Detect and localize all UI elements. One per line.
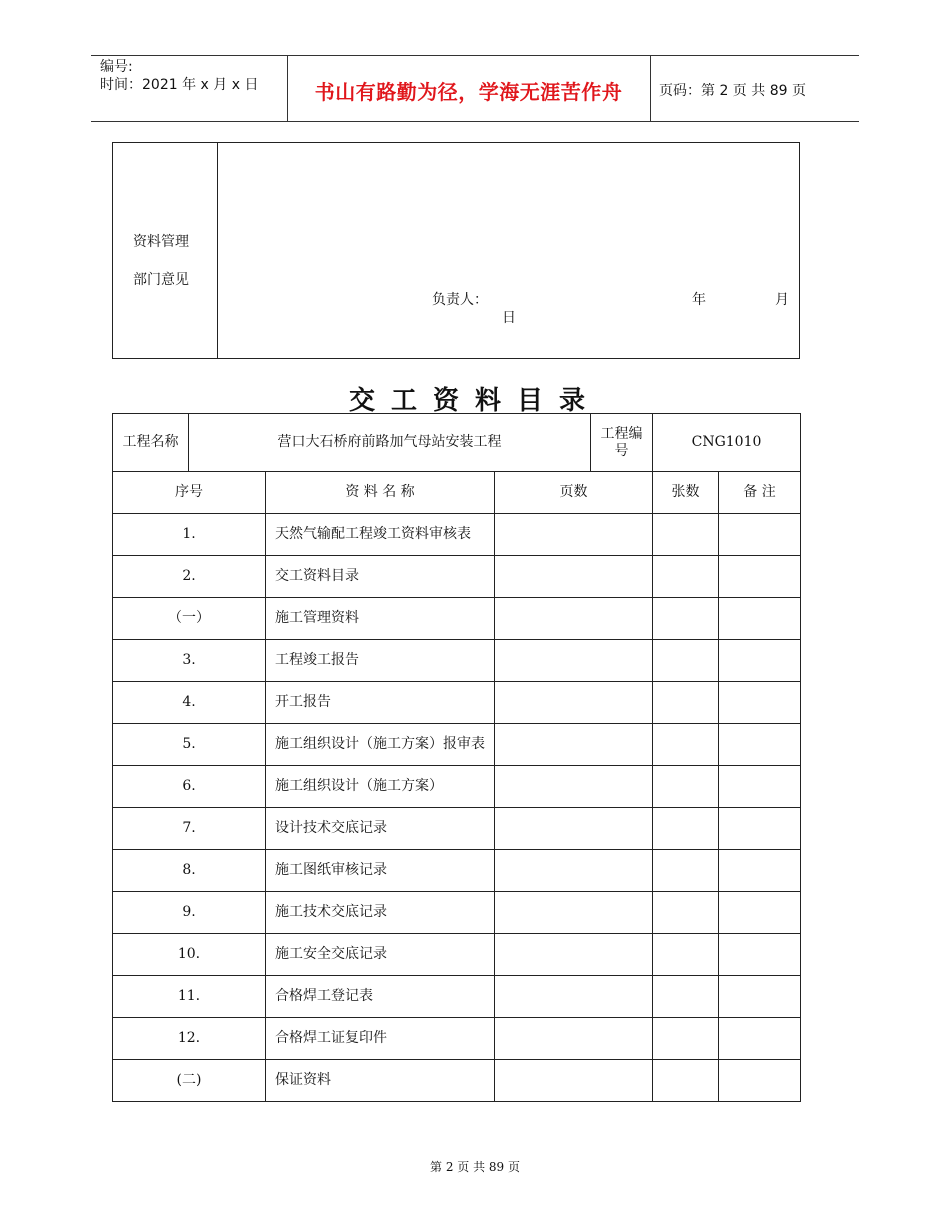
opinion-label-line1: 资料管理	[133, 234, 189, 250]
row-sheets-cell	[653, 682, 719, 724]
table-row	[113, 682, 801, 724]
row-pages-cell	[495, 682, 653, 724]
table-row	[113, 850, 801, 892]
row-pages-cell	[495, 892, 653, 934]
table-row	[113, 598, 801, 640]
row-doc-name: 工程竣工报告	[266, 640, 495, 682]
col-header-pages: 页数	[495, 472, 653, 514]
project-number-value: CNG1010	[653, 414, 801, 472]
header-meta	[100, 58, 258, 94]
project-name-value: 营口大石桥府前路加气母站安装工程	[189, 414, 591, 472]
opinion-label-line2: 部门意见	[133, 272, 189, 288]
header-top-rule	[91, 55, 859, 56]
header-time-label: 时间：2021 年 x 月 x 日	[100, 77, 259, 93]
row-pages-cell	[495, 766, 653, 808]
row-pages-cell	[495, 850, 653, 892]
row-remarks-cell	[719, 1060, 801, 1102]
row-doc-name: 保证资料	[266, 1060, 495, 1102]
row-remarks-cell	[719, 682, 801, 724]
row-seq: 4.	[113, 682, 266, 724]
row-seq: 1.	[113, 514, 266, 556]
row-doc-name: 施工组织设计（施工方案）	[266, 766, 495, 808]
row-seq: 2.	[113, 556, 266, 598]
row-remarks-cell	[719, 598, 801, 640]
col-header-doc-name: 资 料 名 称	[266, 472, 495, 514]
table-row	[113, 1060, 801, 1102]
row-remarks-cell	[719, 892, 801, 934]
row-sheets-cell	[653, 766, 719, 808]
row-doc-name: 合格焊工证复印件	[266, 1018, 495, 1060]
row-sheets-cell	[653, 556, 719, 598]
row-sheets-cell	[653, 598, 719, 640]
row-remarks-cell	[719, 640, 801, 682]
row-pages-cell	[495, 556, 653, 598]
row-pages-cell	[495, 976, 653, 1018]
row-doc-name: 天然气输配工程竣工资料审核表	[266, 514, 495, 556]
table-row	[113, 724, 801, 766]
project-number-label: 工程编号	[591, 414, 653, 472]
header-bottom-rule	[91, 121, 859, 122]
table-row	[113, 556, 801, 598]
row-seq: 6.	[113, 766, 266, 808]
header-code-label: 编号:	[100, 59, 133, 75]
signer-label: 负责人：	[432, 292, 488, 308]
row-remarks-cell	[719, 1018, 801, 1060]
row-remarks-cell	[719, 808, 801, 850]
table-row	[113, 976, 801, 1018]
row-doc-name: 施工技术交底记录	[266, 892, 495, 934]
row-remarks-cell	[719, 766, 801, 808]
row-pages-cell	[495, 724, 653, 766]
row-seq: 10.	[113, 934, 266, 976]
row-sheets-cell	[653, 892, 719, 934]
row-seq: 3.	[113, 640, 266, 682]
row-seq: (二)	[113, 1060, 266, 1102]
row-sheets-cell	[653, 640, 719, 682]
row-remarks-cell	[719, 514, 801, 556]
row-sheets-cell	[653, 1018, 719, 1060]
row-seq: 11.	[113, 976, 266, 1018]
catalog-rows	[113, 514, 801, 1102]
row-seq: 7.	[113, 808, 266, 850]
row-doc-name: 交工资料目录	[266, 556, 495, 598]
row-sheets-cell	[653, 1060, 719, 1102]
table-row	[113, 808, 801, 850]
col-header-remarks: 备 注	[719, 472, 801, 514]
row-seq: 5.	[113, 724, 266, 766]
row-sheets-cell	[653, 850, 719, 892]
row-seq: 12.	[113, 1018, 266, 1060]
row-sheets-cell	[653, 976, 719, 1018]
header-page-info: 页码：第 2 页 共 89 页	[659, 83, 806, 99]
row-pages-cell	[495, 640, 653, 682]
table-row	[113, 514, 801, 556]
row-sheets-cell	[653, 808, 719, 850]
column-header-row	[113, 472, 801, 514]
date-year-label: 年	[692, 292, 706, 308]
project-row	[113, 414, 801, 472]
row-remarks-cell	[719, 556, 801, 598]
header-motto: 书山有路勤为径，学海无涯苦作舟	[314, 80, 623, 104]
row-doc-name: 施工安全交底记录	[266, 934, 495, 976]
document-title: 交工资料目录	[348, 386, 601, 416]
row-doc-name: 施工图纸审核记录	[266, 850, 495, 892]
row-doc-name: 设计技术交底记录	[266, 808, 495, 850]
row-remarks-cell	[719, 724, 801, 766]
row-sheets-cell	[653, 724, 719, 766]
row-remarks-cell	[719, 934, 801, 976]
row-seq: 9.	[113, 892, 266, 934]
row-remarks-cell	[719, 976, 801, 1018]
opinion-box-separator	[217, 143, 218, 358]
row-doc-name: 施工管理资料	[266, 598, 495, 640]
row-seq: （一）	[113, 598, 266, 640]
table-row	[113, 640, 801, 682]
header-divider-right	[650, 56, 651, 121]
row-doc-name: 合格焊工登记表	[266, 976, 495, 1018]
row-seq: 8.	[113, 850, 266, 892]
row-remarks-cell	[719, 850, 801, 892]
row-pages-cell	[495, 1060, 653, 1102]
col-header-seq: 序号	[113, 472, 266, 514]
date-day-label: 日	[502, 310, 516, 326]
row-doc-name: 开工报告	[266, 682, 495, 724]
row-pages-cell	[495, 808, 653, 850]
row-sheets-cell	[653, 934, 719, 976]
page-footer: 第 2 页 共 89 页	[430, 1160, 520, 1174]
row-doc-name: 施工组织设计（施工方案）报审表	[266, 724, 495, 766]
col-header-sheets: 张数	[653, 472, 719, 514]
row-pages-cell	[495, 598, 653, 640]
opinion-label	[133, 223, 189, 299]
date-month-label: 月	[775, 292, 789, 308]
table-row	[113, 892, 801, 934]
table-row	[113, 766, 801, 808]
opinion-box	[112, 142, 800, 359]
row-pages-cell	[495, 514, 653, 556]
project-name-label: 工程名称	[113, 414, 189, 472]
table-row	[113, 1018, 801, 1060]
row-sheets-cell	[653, 514, 719, 556]
catalog-table	[112, 413, 801, 1102]
table-row	[113, 934, 801, 976]
row-pages-cell	[495, 934, 653, 976]
row-pages-cell	[495, 1018, 653, 1060]
